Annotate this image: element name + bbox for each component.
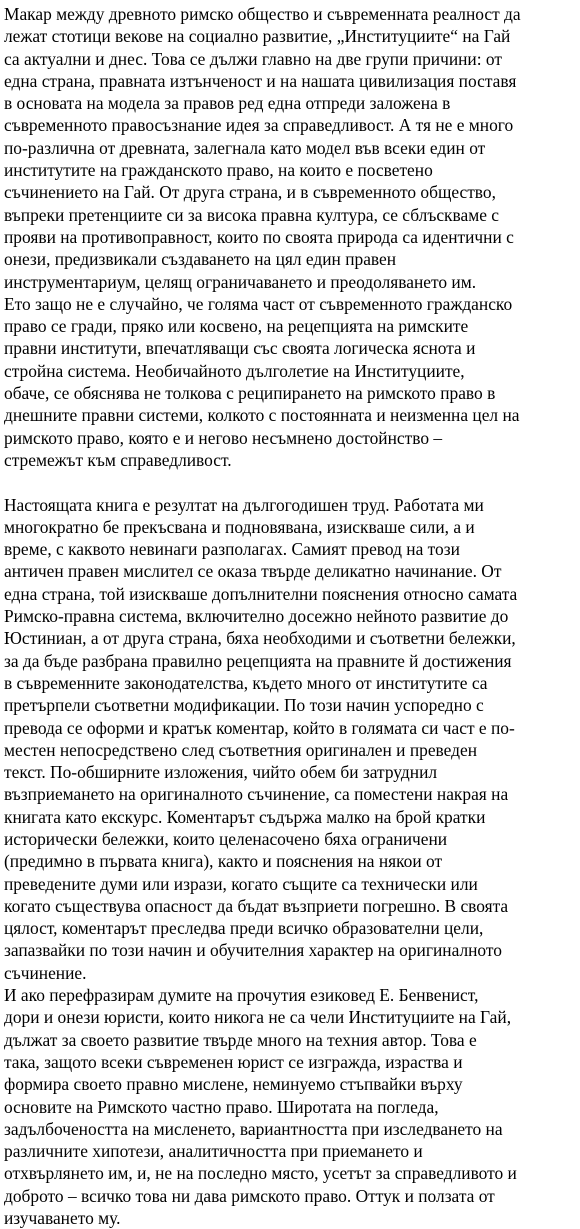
document-page bbox=[4, 3, 578, 1229]
text-line: една страна, правната изтънченост и на нашата цивилизация поставя bbox=[4, 70, 517, 91]
text-line: античен правен мислител се оказа твърде деликатно начинание. От bbox=[4, 561, 502, 582]
text-line: доброто – всичко това ни дава римското право. Оттук и ползата от bbox=[4, 1185, 495, 1206]
text-line: онези, предизвикали създаването на цял един правен bbox=[4, 249, 397, 270]
text-line: днешните правни системи, колкото с постоянната и неизменна цел на bbox=[4, 405, 520, 426]
text-line: инструментариум, целящ ограничаването и преодоляването им. bbox=[4, 271, 477, 292]
text-line: възприемането на оригиналното съчинение, са поместени накрая на bbox=[4, 784, 509, 805]
text-line: текст. По-обширните изложения, чийто обем би затруднил bbox=[4, 762, 438, 783]
text-line: изучаването му. bbox=[4, 1208, 121, 1229]
text-line: Римско-правна система, включително досежно нейното развитие до bbox=[4, 606, 509, 627]
paragraph bbox=[4, 984, 578, 1229]
text-line: книгата като екскурс. Коментарът съдържа малко на брой кратки bbox=[4, 806, 486, 827]
text-line: Макар между древното римско общество и съвременната реалност да bbox=[4, 4, 521, 24]
text-line: лежат стотици векове на социално развитие, „Институциите“ на Гай bbox=[4, 26, 511, 47]
text-line: прояви на противоправност, които по своята природа са идентични с bbox=[4, 226, 514, 247]
text-line: когато съществува опасност да бъдат възприети погрешно. В своята bbox=[4, 895, 509, 916]
text-line: една страна, той изискваше допълнителни пояснения относно самата bbox=[4, 583, 518, 604]
paragraph bbox=[4, 293, 578, 471]
text-line: задълбочеността на мисленето, вариантността при изследването на bbox=[4, 1118, 503, 1139]
text-line: различните хипотези, аналитичността при приемането и bbox=[4, 1141, 423, 1162]
text-line: отхвърлянето им, и, не на последно място, усетът за справедливото и bbox=[4, 1163, 517, 1184]
paragraph-gap bbox=[4, 471, 578, 493]
text-line: съчинение. bbox=[4, 962, 87, 983]
text-line: римското право, която е и негово несъмнено достойнство – bbox=[4, 427, 443, 448]
text-line: съчинението на Гай. От друга страна, и в съвременното общество, bbox=[4, 182, 496, 203]
text-line: Настоящата книга е резултат на дългогодишен труд. Работата ми bbox=[4, 494, 484, 515]
text-line: време, с каквото невинаги разполагах. Самият превод на този bbox=[4, 539, 460, 560]
paragraph bbox=[4, 3, 578, 293]
text-line: местен непосредствено след съответния оригинален и преведен bbox=[4, 739, 478, 760]
text-line: обаче, се обяснява не толкова с реципирането на римското право в bbox=[4, 383, 496, 404]
text-line: запазвайки по този начин и обучителния характер на оригиналното bbox=[4, 940, 502, 961]
text-line: за да бъде разбрана правилно рецепцията на правните й достижения bbox=[4, 650, 512, 671]
text-line: претърпели съответни модификации. По този начин успоредно с bbox=[4, 695, 484, 716]
text-line: стремежът към справедливост. bbox=[4, 449, 232, 470]
paragraph bbox=[4, 494, 578, 985]
text-line: дори и онези юристи, които никога не са чели Институциите на Гай, bbox=[4, 1007, 512, 1028]
text-line: цялост, коментарът преследва преди всичко образователни цели, bbox=[4, 918, 484, 939]
text-line: стройна система. Необичайното дълголетие на Институциите, bbox=[4, 360, 465, 381]
text-line: дължат за своето развитие твърде много на техния автор. Това е bbox=[4, 1029, 477, 1050]
text-line: многократно бе прекъсвана и подновявана, изискваше сили, а и bbox=[4, 516, 475, 537]
text-line: превода се оформи и кратък коментар, който в голямата си част е по- bbox=[4, 717, 515, 738]
text-line: основите на Римското частно право. Широтата на погледа, bbox=[4, 1096, 439, 1117]
text-line: въпреки претенциите си за висока правна култура, се сблъскваме с bbox=[4, 204, 499, 225]
text-line: формира своето правно мислене, неминуемо стъпвайки върху bbox=[4, 1074, 463, 1095]
text-line: право се гради, пряко или косвено, на рецепцията на римските bbox=[4, 316, 469, 337]
text-line: правни институти, впечатляващи със своята логическа яснота и bbox=[4, 338, 476, 359]
text-line: институтите на гражданското право, на които е посветено bbox=[4, 160, 433, 181]
text-line: Ето защо не е случайно, че голяма част от съвременното гражданско bbox=[4, 293, 513, 314]
text-line: преведените думи или изрази, когато същите са технически или bbox=[4, 873, 478, 894]
text-line: исторически бележки, които целенасочено бяха ограничени bbox=[4, 828, 448, 849]
text-line: съвременното правосъзнание идея за справедливост. А тя не е много bbox=[4, 115, 514, 136]
text-line: са актуални и днес. Това се дължи главно на две групи причини: от bbox=[4, 48, 502, 69]
text-line: така, защото всеки съвременен юрист се изгражда, израства и bbox=[4, 1051, 463, 1072]
text-line: в съвременните законодателства, където много от институтите са bbox=[4, 672, 488, 693]
text-line: Юстиниан, а от друга страна, бяха необходими и съответни бележки, bbox=[4, 628, 516, 649]
text-line: (предимно в първата книга), както и пояснения на някои от bbox=[4, 851, 443, 872]
text-line: И ако перефразирам думите на прочутия езиковед Е. Бенвенист, bbox=[4, 985, 479, 1006]
text-line: в основата на модела за правов ред една отпреди заложена в bbox=[4, 93, 451, 114]
text-line: по-различна от древната, залегнала като модел във всеки един от bbox=[4, 137, 486, 158]
